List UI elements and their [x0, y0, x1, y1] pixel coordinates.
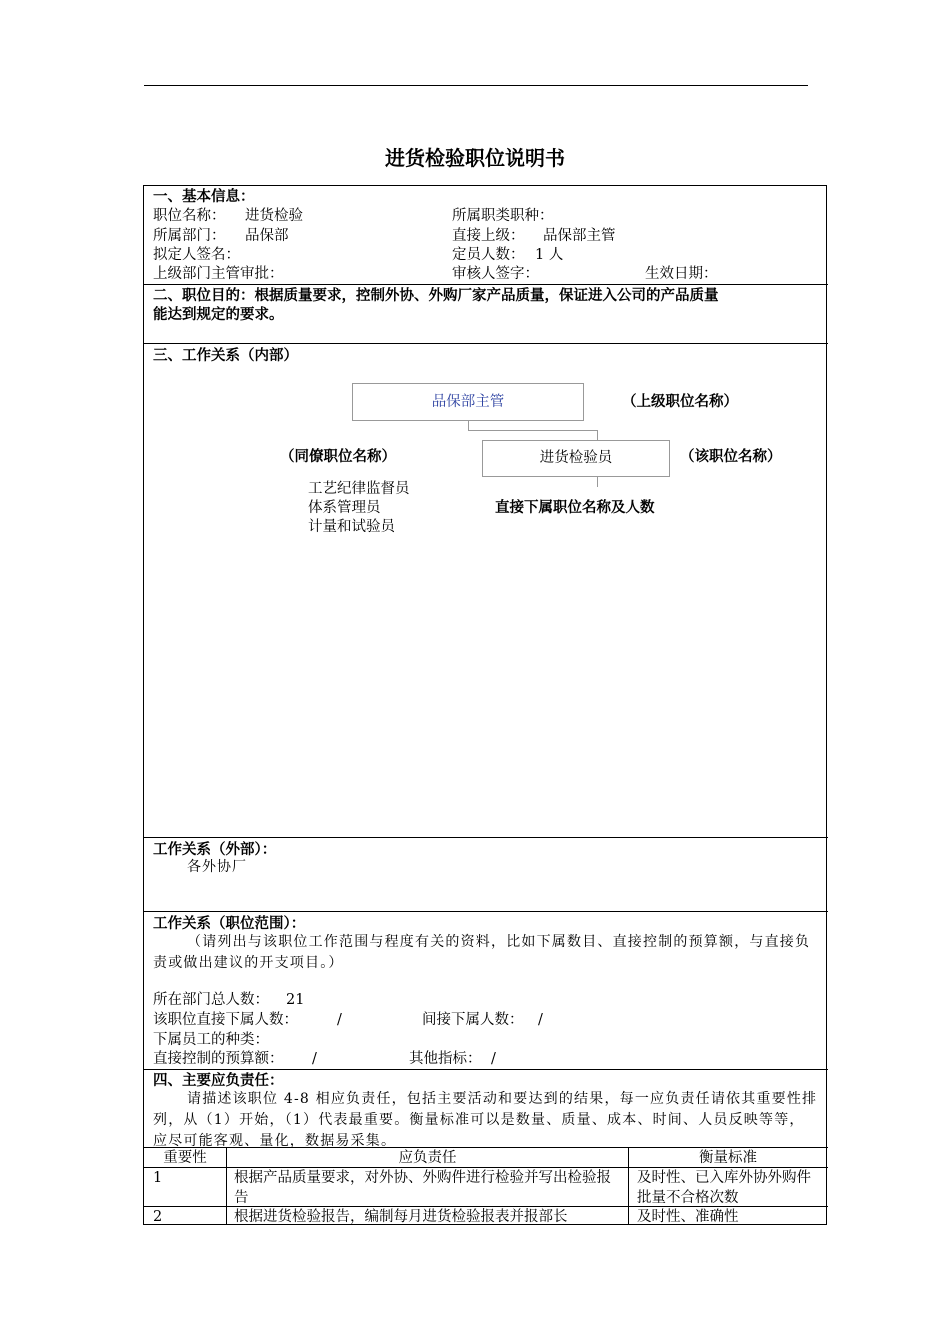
header-rule: [144, 85, 808, 86]
internal-relations-heading: 三、工作关系（内部）: [153, 347, 298, 364]
peer-item: 工艺纪律监督员: [308, 481, 410, 497]
row-2-standard: 及时性、准确性: [637, 1209, 739, 1225]
headcount-label: 定员人数：: [452, 247, 525, 263]
dept-head-approval-label: 上级部门主管审批：: [153, 266, 284, 282]
duties-instruction: 请描述该职位 4-8 相应负责任，包括主要活动和要达到的结果，每一应负责任请依其重要性排列，从（1）开始，（1）代表最重要。衡量标准可以是数量、质量、成本、时间、人员反映等等，应尽可能客观、量化，数据易采集。: [153, 1091, 818, 1149]
peer-item: 体系管理员: [308, 500, 381, 516]
drafter-label: 拟定人签名：: [153, 247, 240, 263]
indirect-subordinates-label: 间接下属人数：: [422, 1012, 524, 1028]
divider: [143, 837, 828, 838]
dept-total-value: 21: [286, 992, 305, 1008]
position-name-value: 进货检验: [245, 208, 303, 224]
direct-subordinates-label: 该职位直接下属人数：: [153, 1012, 298, 1028]
basic-info-heading: 一、基本信息：: [153, 188, 255, 205]
external-relations-value: 各外协厂: [187, 859, 247, 875]
dept-total-label: 所在部门总人数：: [153, 992, 269, 1008]
other-indicator-label: 其他指标：: [409, 1051, 482, 1067]
position-name-label: 职位名称：: [153, 208, 226, 224]
superior-position-box: 品保部主管: [352, 383, 584, 421]
subordinate-caption: 直接下属职位名称及人数: [495, 499, 655, 516]
superior-value: 品保部主管: [543, 228, 616, 244]
current-position-box: 进货检验员: [482, 440, 670, 477]
row-1-standard: 及时性、已入库外协外购件批量不合格次数: [637, 1170, 811, 1206]
scope-instruction: （请列出与该职位工作范围与程度有关的资料，比如下属数目、直接控制的预算额，与直接负责或做出建议的开支项目。）: [153, 934, 811, 971]
other-indicator-value: /: [491, 1051, 496, 1067]
column-header-standard: 衡量标准: [699, 1150, 757, 1166]
job-category-label: 所属职类职种：: [452, 208, 554, 224]
staff-types-label: 下属员工的种类：: [153, 1032, 269, 1048]
divider: [143, 284, 828, 285]
purpose-line-1: 二、职位目的：根据质量要求，控制外协、外购厂家产品质量，保证进入公司的产品质量: [153, 287, 719, 304]
divider: [143, 343, 828, 344]
purpose-line-2: 能达到规定的要求。: [153, 306, 284, 323]
duties-heading: 四、主要应负责任：: [153, 1072, 284, 1089]
row-1-rank: 1: [153, 1170, 163, 1186]
direct-subordinates-value: /: [337, 1012, 342, 1028]
row-2-duty: 根据进货检验报告，编制每月进货检验报表并报部长: [234, 1209, 568, 1225]
document-title: 进货检验职位说明书: [385, 146, 565, 170]
column-header-importance: 重要性: [163, 1150, 207, 1166]
headcount-value: 1 人: [535, 247, 564, 263]
org-connector: [597, 430, 598, 440]
effective-date-label: 生效日期：: [645, 266, 718, 282]
indirect-subordinates-value: /: [538, 1012, 543, 1028]
department-value: 品保部: [245, 228, 289, 244]
org-connector: [597, 477, 598, 487]
scope-heading: 工作关系（职位范围）：: [153, 915, 306, 932]
org-connector: [468, 430, 598, 431]
superior-label: 直接上级：: [452, 228, 525, 244]
row-1-duty: 根据产品质量要求，对外协、外购件进行检验并写出检验报告: [234, 1170, 611, 1206]
budget-label: 直接控制的预算额：: [153, 1051, 284, 1067]
superior-position-caption: （上级职位名称）: [622, 393, 738, 410]
column-header-duty: 应负责任: [398, 1150, 457, 1166]
peer-position-caption: （同僚职位名称）: [280, 448, 396, 465]
divider: [143, 911, 828, 912]
row-2-rank: 2: [153, 1209, 163, 1225]
department-label: 所属部门：: [153, 228, 226, 244]
peer-item: 计量和试验员: [308, 519, 395, 535]
current-position-caption: （该职位名称）: [680, 448, 782, 465]
reviewer-label: 审核人签字：: [452, 266, 539, 282]
budget-value: /: [312, 1051, 317, 1067]
external-relations-heading: 工作关系（外部）：: [153, 841, 277, 858]
divider: [143, 1069, 828, 1070]
